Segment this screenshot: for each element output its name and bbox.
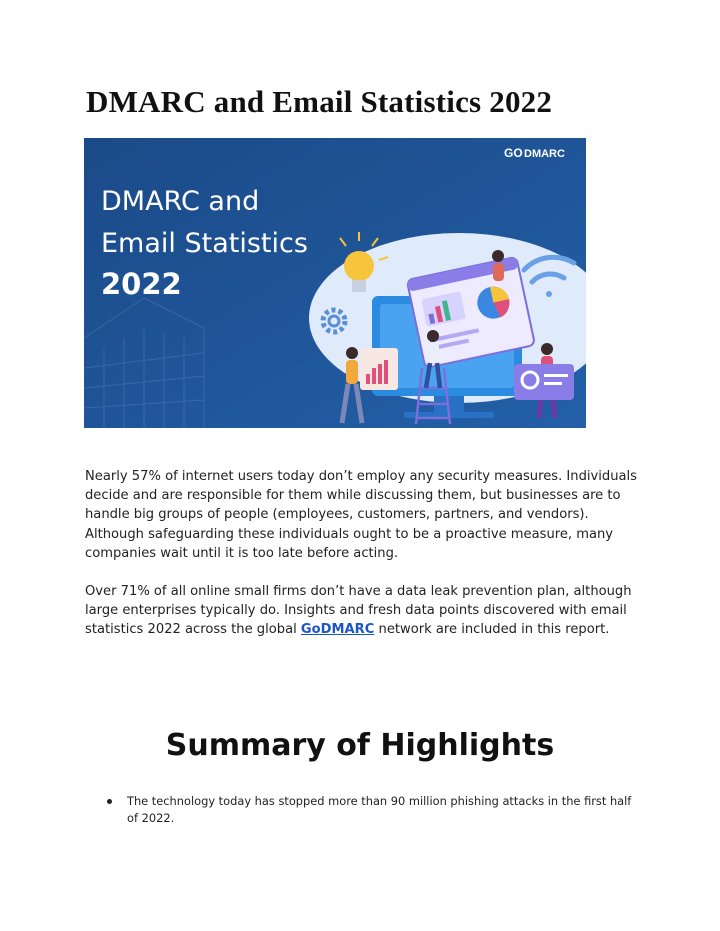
summary-heading: Summary of Highlights — [165, 728, 555, 763]
paragraph-2-text-before: Over 71% of all online small firms don’t have a data leak prevention plan, although large enterprises typically do. Insights and fresh data points discovered with email statistics 2022 across the global — [85, 584, 632, 638]
bullet-icon — [107, 799, 112, 804]
summary-list — [105, 793, 645, 827]
banner-heading-line3: 2022 — [101, 267, 182, 301]
banner-heading-line1: DMARC and — [101, 186, 260, 217]
document-title: DMARC and Email Statistics 2022 — [86, 84, 553, 119]
godmarc-link[interactable]: GoDMARC — [300, 622, 375, 638]
summary-list-item-text: The technology today has stopped more than 90 million phishing attacks in the first half of 2022. — [127, 794, 632, 825]
person-top-illustration — [492, 250, 504, 281]
profile-card-illustration — [514, 364, 574, 400]
logo-go-text: GO — [504, 146, 523, 160]
paragraph-2-text-after: network are included in this report. — [374, 622, 610, 638]
summary-list-item — [105, 793, 645, 827]
hero-banner-image — [84, 138, 586, 428]
intro-paragraph-2 — [85, 582, 640, 640]
bar-chart-board-illustration — [360, 348, 398, 390]
logo-dmarc-text: DMARC — [524, 148, 565, 160]
godmarc-logo — [504, 146, 565, 160]
intro-paragraph-1: Nearly 57% of internet users today don’t employ any security measures. Individuals decide and are responsible for them while discussing them, but businesses are to handle big groups of people (employees, customers, partners, and vendors). Although safeguarding these individuals ought to be a proactive measure, many companies wait until it is too late before acting. — [85, 469, 637, 561]
banner-heading-line2: Email Statistics — [101, 228, 308, 259]
